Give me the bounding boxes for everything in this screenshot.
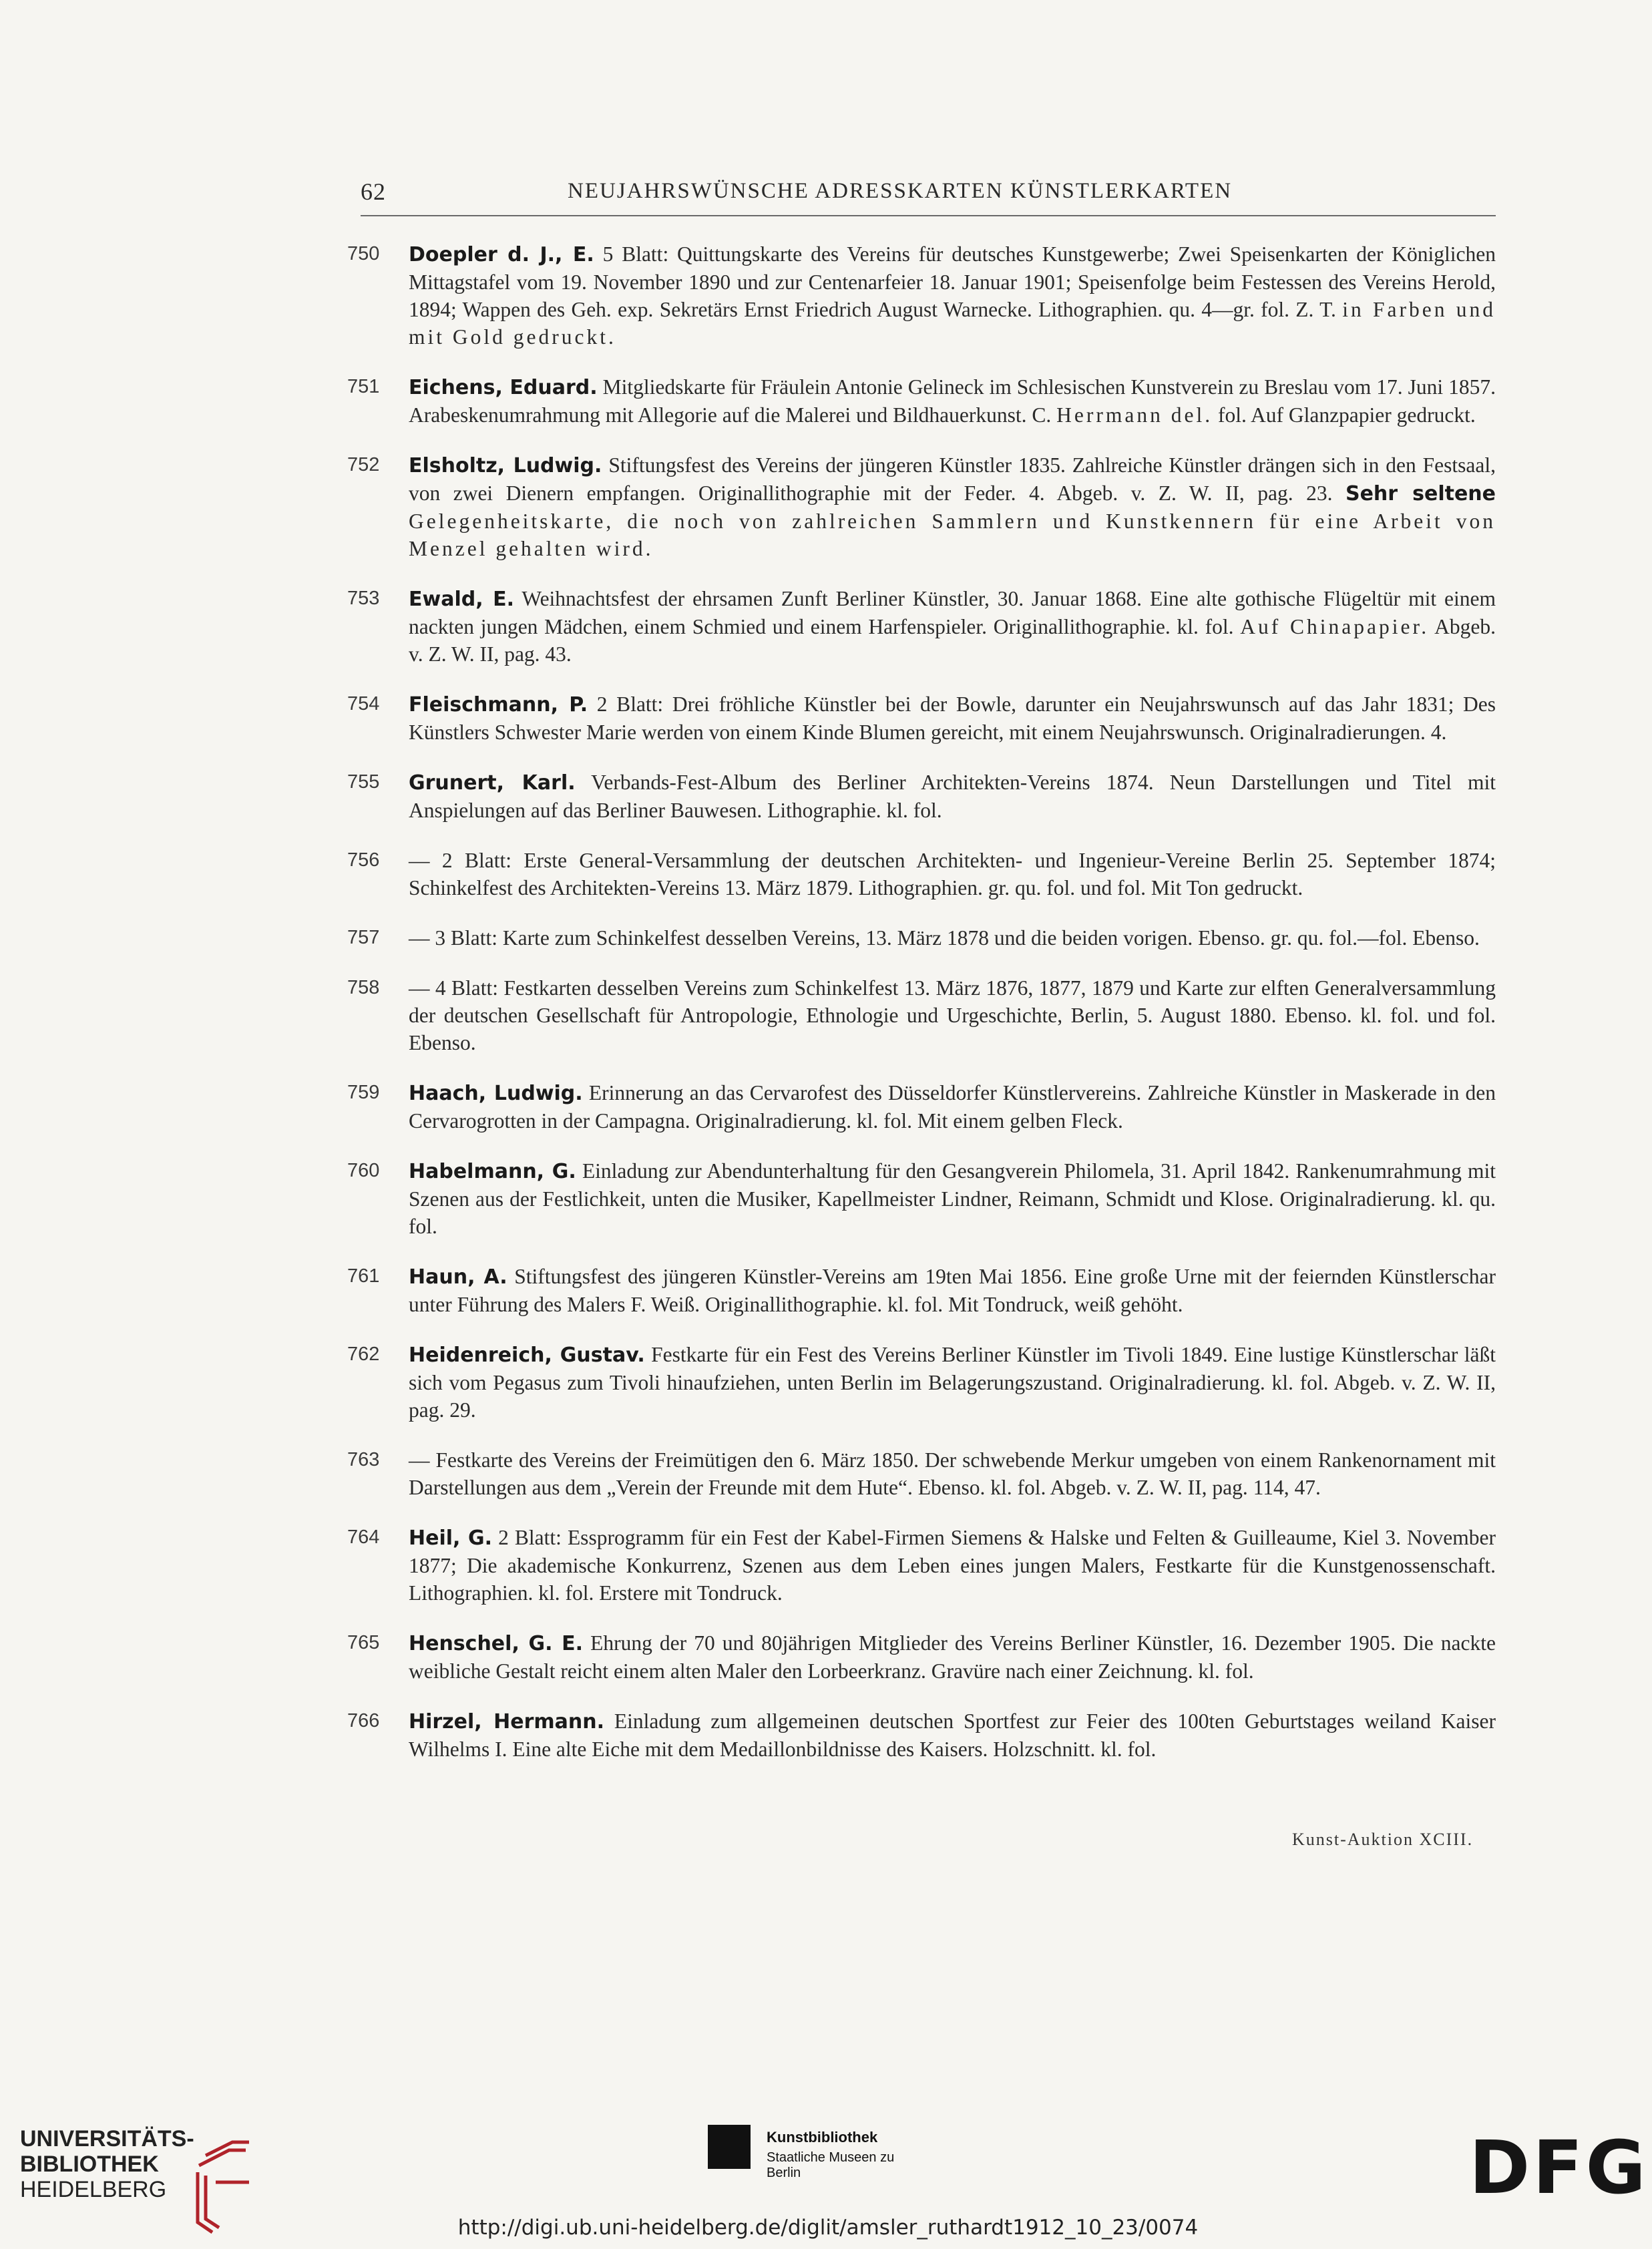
catalog-entry bbox=[347, 974, 1496, 1056]
entry-author: Habelmann, G. bbox=[409, 1160, 576, 1183]
kunstbibliothek-logo[interactable] bbox=[708, 2122, 928, 2180]
entry-author: Henschel, G. E. bbox=[409, 1632, 584, 1655]
catalog-note: Kunst-Auktion XCIII. bbox=[1292, 1830, 1474, 1849]
entry-author: Haun, A. bbox=[409, 1265, 507, 1289]
catalog-entry bbox=[347, 1341, 1496, 1424]
entry-number: 763 bbox=[347, 1449, 380, 1470]
catalog-entry bbox=[347, 1079, 1496, 1135]
entry-text: — 3 Blatt: Karte zum Schinkelfest desselben Vereins, 13. März 1878 und die beiden vorigen. Ebenso. gr. qu. fol.—fol. Ebenso. bbox=[409, 926, 1480, 950]
catalog-entry bbox=[347, 240, 1496, 351]
catalog-entry bbox=[347, 1263, 1496, 1318]
entry-author: Heil, G. bbox=[409, 1526, 493, 1550]
catalog-entry bbox=[347, 1707, 1496, 1763]
catalog-entries bbox=[347, 240, 1496, 1786]
page-number: 62 bbox=[361, 178, 386, 205]
entry-author: Fleischmann, P. bbox=[409, 693, 588, 717]
entry-text: — 4 Blatt: Festkarten desselben Vereins zum Schinkelfest 13. März 1876, 1877, 1879 und Karte zur elften Generalversammlung der deutschen Gesellschaft für Antropologie, Ethnologie und Urgeschichte, Berlin, 5. August 1880. Ebenso. kl. fol. und fol. Ebenso. bbox=[409, 976, 1496, 1054]
entry-tail-text: fol. Auf Glanzpapier gedruckt. bbox=[1213, 403, 1476, 427]
entry-text: 5 Blatt: Quittungskarte des Vereins für deutsches Kunstgewerbe; Zwei Speisenkarten der Königlichen Mittagstafel vom 19. November 1890 und zur Centenarfeier 18. Januar 1901; Speisenfolge beim Festessen des Vereins Herold, 1894; Wappen des Geh. exp. Sekretärs Ernst Friedrich August Warnecke. Lithographien. qu. 4—gr. fol. Z. T. bbox=[409, 242, 1496, 321]
catalog-entry bbox=[347, 1157, 1496, 1240]
entry-text: Einladung zum allgemeinen deutschen Sportfest zur Feier des 100ten Geburtstages weiland Kaiser Wilhelms I. Eine alte Eiche mit dem Medaillonbildnisse des Kaisers. Holzschnitt. kl. fol. bbox=[409, 1709, 1496, 1761]
entry-text: Festkarte für ein Fest des Vereins Berliner Künstler im Tivoli 1849. Eine lustige Künstlerschar läßt sich vom Pegasus zum Tivoli hinaufziehen, unten Berlin im Belagerungszustand. Originalradierung. kl. fol. Abgeb. v. Z. W. II, pag. 29. bbox=[409, 1343, 1496, 1422]
entry-spaced-text: Gelegenheitskarte, die noch von zahlreichen Sammlern und Kunstkennern für eine Arbeit von Menzel gehalten wird. bbox=[409, 509, 1496, 560]
entry-author: Doepler d. J., E. bbox=[409, 243, 594, 266]
dfg-logo[interactable]: DFG bbox=[1469, 2125, 1649, 2210]
entry-number: 756 bbox=[347, 849, 380, 871]
entry-spaced-text: in Farben und mit Gold gedruckt. bbox=[409, 298, 1496, 349]
entry-text: — Festkarte des Vereins der Freimütigen den 6. März 1850. Der schwebende Merkur umgeben von einem Rankenornament mit Darstellungen aus dem „Verein der Freunde mit dem Hute“. Ebenso. kl. fol. Abgeb. v. Z. W. II, pag. 114, 47. bbox=[409, 1448, 1496, 1499]
entry-text: Stiftungsfest des jüngeren Künstler-Vereins am 19ten Mai 1856. Eine große Urne mit der feiernden Künstlerschar unter Führung des Malers F. Weiß. Originallithographie. kl. fol. Mit Tondruck, weiß gehöht. bbox=[409, 1265, 1496, 1316]
entry-spaced-text: Auf Chinapapier. bbox=[1240, 615, 1430, 638]
entry-number: 753 bbox=[347, 588, 380, 609]
entry-author: Hirzel, Hermann. bbox=[409, 1710, 604, 1733]
catalog-entry bbox=[347, 769, 1496, 824]
entry-number: 754 bbox=[347, 693, 380, 714]
catalog-entry bbox=[347, 451, 1496, 562]
library-emblem-icon bbox=[192, 2135, 252, 2236]
library-name-line-1: UNIVERSITÄTS- bbox=[20, 2126, 194, 2152]
entry-text: Erinnerung an das Cervarofest des Düsseldorfer Künstlervereins. Zahlreiche Künstler in Maskerade in den Cervarogrotten in der Campagna. Originalradierung. kl. fol. Mit einem gelben Fleck. bbox=[409, 1081, 1496, 1133]
catalog-entry bbox=[347, 847, 1496, 901]
entry-author: Heidenreich, Gustav. bbox=[409, 1344, 645, 1367]
kunstbibliothek-subtitle: Staatliche Museen zu Berlin bbox=[767, 2150, 895, 2180]
catalog-entry bbox=[347, 1524, 1496, 1607]
entry-number: 765 bbox=[347, 1632, 380, 1653]
entry-number: 766 bbox=[347, 1710, 380, 1731]
entry-number: 751 bbox=[347, 376, 380, 397]
kunstbibliothek-mark-icon bbox=[708, 2125, 751, 2169]
kunstbibliothek-title: Kunstbibliothek bbox=[767, 2129, 878, 2145]
entry-number: 752 bbox=[347, 454, 380, 475]
page-header bbox=[361, 175, 1496, 216]
entry-number: 758 bbox=[347, 977, 380, 998]
entry-text: Mitgliedskarte für Fräulein Antonie Gelineck im Schlesischen Kunstverein zu Breslau vom 17. Juni 1857. Arabeskenumrahmung mit Allegorie auf die Malerei und Bildhauerkunst. C. bbox=[409, 375, 1496, 427]
entry-author: Haach, Ludwig. bbox=[409, 1082, 583, 1105]
entry-text: Ehrung der 70 und 80jährigen Mitglieder des Vereins Berliner Künstler, 16. Dezember 1905. Die nackte weibliche Gestalt reicht einem alten Maler den Lorbeerkranz. Gravüre nach einer Zeichnung. kl. fol. bbox=[409, 1631, 1496, 1683]
entry-text: 2 Blatt: Essprogramm für ein Fest der Kabel-Firmen Siemens & Halske und Felten & Guilleaume, Kiel 3. November 1877; Die akademische Konkurrenz, Szenen aus dem Leben eines jungen Malers, Festkarte für die Kunstgenossenschaft. Lithographien. kl. fol. Erstere mit Tondruck. bbox=[409, 1526, 1496, 1605]
catalog-entry bbox=[347, 690, 1496, 746]
library-name-line-2: BIBLIOTHEK bbox=[20, 2152, 159, 2177]
entry-number: 764 bbox=[347, 1526, 380, 1548]
catalog-entry bbox=[347, 1629, 1496, 1685]
university-library-logo[interactable] bbox=[20, 2126, 194, 2202]
entry-number: 755 bbox=[347, 771, 380, 793]
library-name-line-3: HEIDELBERG bbox=[20, 2177, 167, 2202]
entry-text: Verbands-Fest-Album des Berliner Architekten-Vereins 1874. Neun Darstellungen und Titel mit Anspielungen auf das Berliner Bauwesen. Lithographie. kl. fol. bbox=[409, 771, 1496, 822]
catalog-entry bbox=[347, 1446, 1496, 1501]
entry-number: 762 bbox=[347, 1344, 380, 1365]
catalog-entry bbox=[347, 373, 1496, 429]
entry-number: 757 bbox=[347, 927, 380, 948]
entry-number: 761 bbox=[347, 1265, 380, 1287]
entry-author: Grunert, Karl. bbox=[409, 771, 576, 795]
entry-spaced-text: Herrmann del. bbox=[1056, 403, 1213, 427]
entry-author: Ewald, E. bbox=[409, 588, 514, 611]
entry-text: — 2 Blatt: Erste General-Versammlung der deutschen Architekten- und Ingenieur-Vereine Berlin 25. September 1874; Schinkelfest des Architekten-Vereins 13. März 1879. Lithographien. gr. qu. fol. und fol. Mit Ton gedruckt. bbox=[409, 849, 1496, 899]
entry-tail-text: Abgeb. v. Z. W. II, pag. 43. bbox=[409, 615, 1496, 666]
running-title: NEUJAHRSWÜNSCHE ADRESSKARTEN KÜNSTLERKARTEN bbox=[568, 179, 1233, 203]
entry-text: Stiftungsfest des Vereins der jüngeren Künstler 1835. Zahlreiche Künstler drängen sich in den Festsaal, von zwei Dienern empfangen. Originallithographie mit der Feder. 4. Abgeb. v. Z. W. II, pag. 23. bbox=[409, 453, 1496, 505]
catalog-entry bbox=[347, 924, 1496, 952]
entry-number: 760 bbox=[347, 1160, 380, 1181]
entry-text: 2 Blatt: Drei fröhliche Künstler bei der Bowle, darunter ein Neujahrswunsch auf das Jahr 1831; Des Künstlers Schwester Marie werden von einem Kinde Blumen gereicht, mit einem Neujahrswunsch. Originalradierungen. 4. bbox=[409, 692, 1496, 744]
entry-text: Weihnachtsfest der ehrsamen Zunft Berliner Künstler, 30. Januar 1868. Eine alte gothische Flügeltür mit einem nackten jungen Mädchen, einem Schmied und einem Harfenspieler. Originallithographie. kl. fol. bbox=[409, 587, 1496, 638]
permalink-url[interactable]: http://digi.ub.uni-heidelberg.de/diglit/amsler_ruthardt1912_10_23/0074 bbox=[457, 2216, 1199, 2240]
entry-author: Elsholtz, Ludwig. bbox=[409, 454, 602, 477]
digitization-footer bbox=[0, 2103, 1652, 2249]
entry-text: Einladung zur Abendunterhaltung für den Gesangverein Philomela, 31. April 1842. Rankenumrahmung mit Szenen aus der Festlichkeit, unten die Musiker, Kapellmeister Lindner, Reimann, Schmidt und Klose. Originalradierung. kl. qu. fol. bbox=[409, 1159, 1496, 1238]
entry-number: 759 bbox=[347, 1082, 380, 1103]
entry-author: Eichens, Eduard. bbox=[409, 376, 598, 399]
entry-bold-text: Sehr seltene bbox=[1345, 482, 1496, 505]
catalog-entry bbox=[347, 585, 1496, 668]
entry-number: 750 bbox=[347, 243, 380, 264]
